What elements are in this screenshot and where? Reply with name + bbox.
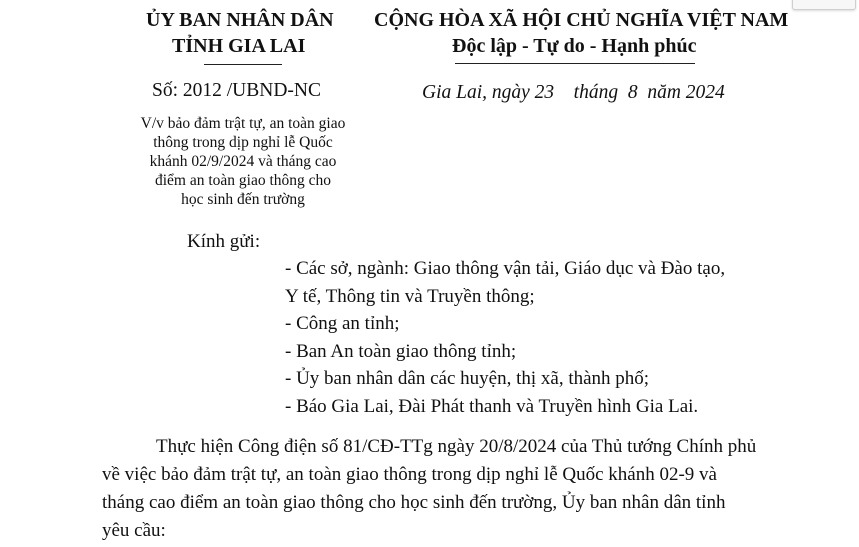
recipient-list [285, 255, 725, 420]
motto-underline [455, 63, 695, 64]
subject-line: thông trong dịp nghỉ lễ Quốc [153, 134, 333, 151]
recipient-item: - Ủy ban nhân dân các huyện, thị xã, thành phố; [285, 368, 650, 389]
issuer-underline [204, 64, 282, 65]
subject-line: V/v bảo đảm trật tự, an toàn giao [140, 115, 346, 132]
recipient-item: Y tế, Thông tin và Truyền thông; [285, 285, 535, 307]
nation-motto: Độc lập - Tự do - Hạnh phúc [452, 35, 697, 57]
body-line: về việc bảo đảm trật tự, an toàn giao thông trong dịp nghỉ lễ Quốc khánh 02-9 và [102, 464, 717, 485]
body-line: tháng cao điểm an toàn giao thông cho học sinh đến trường, Ủy ban nhân dân tỉnh [102, 492, 726, 513]
document-number: Số: 2012 /UBND-NC [152, 80, 322, 101]
place-date: Gia Lai, ngày 23 tháng 8 năm 2024 [422, 82, 725, 103]
recipient-item: - Ban An toàn giao thông tỉnh; [285, 340, 517, 362]
subject-line: điểm an toàn giao thông cho [154, 172, 332, 189]
issuer-name: ỦY BAN NHÂN DÂN [146, 9, 334, 31]
recipient-item: - Công an tỉnh; [285, 313, 400, 334]
issuer-province: TỈNH GIA LAI [172, 35, 306, 57]
salutation: Kính gửi: [187, 231, 261, 252]
body-line: Thực hiện Công điện số 81/CĐ-TTg ngày 20/8/2024 của Thủ tướng Chính phủ [156, 436, 757, 457]
subject-block [118, 114, 368, 209]
subject-line: khánh 02/9/2024 và tháng cao [149, 153, 337, 170]
recipient-item: - Báo Gia Lai, Đài Phát thanh và Truyền hình Gia Lai. [285, 395, 699, 417]
subject-line: học sinh đến trường [181, 191, 305, 208]
window-corner-control[interactable] [792, 0, 856, 10]
nation-title: CỘNG HÒA XÃ HỘI CHỦ NGHĨA VIỆT NAM [374, 9, 789, 31]
body-line: yêu cầu: [102, 520, 166, 541]
body-paragraph [102, 433, 802, 545]
recipient-item: - Các sở, ngành: Giao thông vận tải, Giáo dục và Đào tạo, [285, 258, 726, 279]
